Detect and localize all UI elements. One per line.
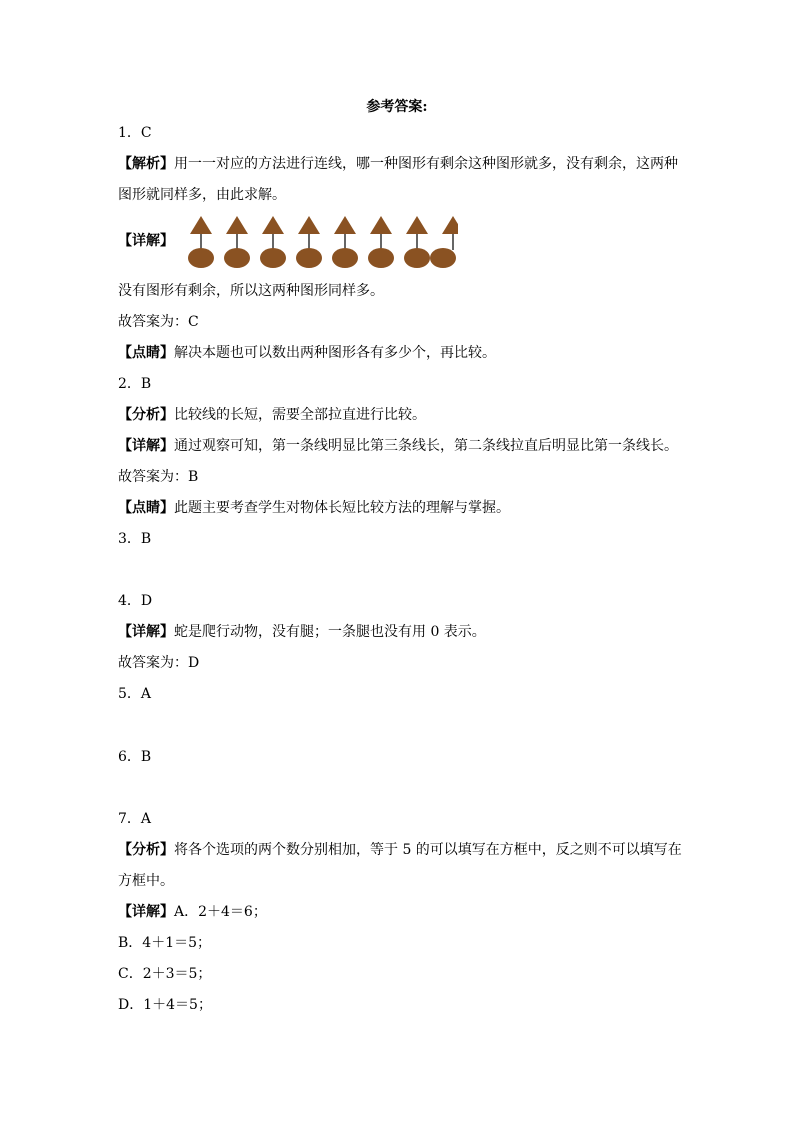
analysis-text: 用一一对应的方法进行连线，哪一种图形有剩余这种图形就多，没有剩余，这两种	[174, 156, 678, 172]
detail-tag: 【详解】	[118, 233, 174, 249]
answer-7-detail	[118, 902, 267, 922]
figure-pair-5	[332, 216, 358, 268]
insight-tag: 【点睛】	[118, 345, 174, 361]
figure-pair-6	[368, 216, 394, 268]
answer-2: 2．B	[118, 376, 152, 392]
detail-tag: 【详解】	[118, 904, 174, 920]
answer-7-option-d: D．1＋4＝5；	[118, 997, 212, 1013]
answer-6: 6．B	[118, 749, 152, 765]
detail-tag: 【详解】	[118, 438, 174, 454]
answer-2-analysis	[118, 405, 426, 425]
detail-tag: 【详解】	[118, 624, 174, 640]
answer-1-analysis	[118, 154, 678, 174]
answer-4-detail	[118, 622, 486, 642]
page-title: 参考答案:	[366, 99, 428, 115]
figure-pair-8	[430, 216, 458, 268]
detail-text: 通过观察可知，第一条线明显比第三条线长，第二条线拉直后明显比第一条线长。	[174, 438, 678, 454]
figure-pair-1	[188, 216, 214, 268]
answer-1-insight	[118, 343, 496, 363]
analysis-tag: 【分析】	[118, 407, 174, 423]
detail-text: 蛇是爬行动物，没有腿；一条腿也没有用 0 表示。	[174, 624, 486, 640]
insight-tag: 【点睛】	[118, 500, 174, 516]
analysis-text: 比较线的长短，需要全部拉直进行比较。	[174, 407, 426, 423]
answer-1-result: 故答案为：C	[118, 314, 199, 330]
answer-7-option-c: C．2＋3＝5；	[118, 966, 212, 982]
answer-7-option-b: B．4＋1＝5；	[118, 935, 212, 951]
answer-2-result: 故答案为：B	[118, 469, 199, 485]
answer-1-analysis-cont: 图形就同样多，由此求解。	[118, 187, 286, 203]
answer-2-detail	[118, 436, 678, 456]
answer-5: 5．A	[118, 686, 152, 702]
analysis-tag: 【分析】	[118, 842, 174, 858]
answer-1-detail	[118, 231, 174, 251]
answer-4-result: 故答案为：D	[118, 655, 200, 671]
answer-3: 3．B	[118, 531, 152, 547]
answer-7-analysis	[118, 840, 682, 860]
answer-7-analysis-cont: 方框中。	[118, 873, 174, 889]
analysis-text: 将各个选项的两个数分别相加，等于 5 的可以填写在方框中，反之则不可以填写在	[174, 842, 682, 858]
answer-2-insight	[118, 498, 510, 518]
figure-pair-2	[224, 216, 250, 268]
answer-4: 4．D	[118, 593, 153, 609]
figure-pair-7	[404, 216, 430, 268]
answer-1-conclusion: 没有图形有剩余，所以这两种图形同样多。	[118, 283, 384, 299]
insight-text: 此题主要考查学生对物体长短比较方法的理解与掌握。	[174, 500, 510, 516]
figure-pair-4	[296, 216, 322, 268]
analysis-tag: 【解析】	[118, 156, 174, 172]
detail-text: A．2＋4＝6；	[174, 904, 267, 920]
insight-text: 解决本题也可以数出两种图形各有多少个，再比较。	[174, 345, 496, 361]
answer-7: 7．A	[118, 811, 152, 827]
answer-1: 1．C	[118, 125, 152, 141]
matching-figure	[186, 214, 458, 270]
figure-pair-3	[260, 216, 286, 268]
